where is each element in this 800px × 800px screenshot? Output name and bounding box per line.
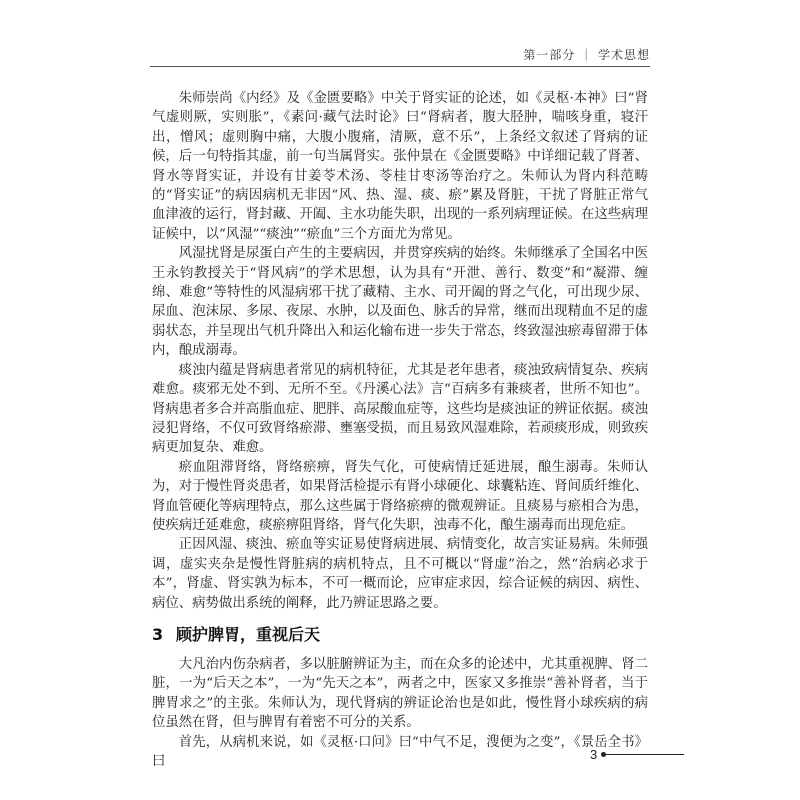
- paragraph: 风湿扰肾是尿蛋白产生的主要病因，并贯穿疾病的始终。朱师继承了全国名中医王永钧教授关于“肾风病”的学术思想，认为具有“开泄、善行、数变”和“凝滞、缠绵、难愈”等特性的风湿病邪干扰了藏精、主水、司开阖的肾之气化，可出现少尿、尿血、泡沫尿、多尿、夜尿、水肿，以及面色、脉舌的异常，继而出现精血不足的虚弱状态，并呈现出气机升降出入和运化输布进一步失于常态，终致湿浊瘀毒留滞于体内，酿成溺毒。: [152, 246, 648, 359]
- header-rule: [150, 66, 650, 67]
- paragraph: 痰浊内蕴是肾病患者常见的病机特征，尤其是老年患者，痰浊致病情复杂、疾病难愈。痰邪无处不到、无所不至。《丹溪心法》言“百病多有兼痰者，世所不知也”。肾病患者多合并高脂血症、肥胖、高尿酸血症等，这些均是痰浊证的辨证依据。痰浊浸犯肾络，不仅可致肾络瘀滞、壅塞受损，而且易致风湿难除，若顽痰形成，则致疾病更加复杂、难愈。: [152, 362, 648, 456]
- paragraph: 朱师崇尚《内经》及《金匮要略》中关于肾实证的论述，如《灵枢·本神》曰“肾气虚则厥，实则胀”，《素问·藏气法时论》曰“肾病者，腹大胫肿，喘咳身重，寝汗出，憎风；虚则胸中痛，大腹小腹痛，清厥，意不乐”，上条经文叙述了肾病的证候，后一句特指其虚，前一句当属肾实。张仲景在《金匮要略》中详细记载了肾著、肾水等肾实证，并设有甘姜苓术汤、苓桂甘枣汤等治疗之。朱师认为肾内科范畴的“肾实证”的病因病机无非因“风、热、湿、痰、瘀”累及肾脏，干扰了肾脏正常气血津液的运行，肾封藏、开阖、主水功能失职，出现的一系列病理证候。在这些病理证候中，以“风湿”“痰浊”“瘀血”三个方面尤为常见。: [152, 91, 648, 242]
- running-header: 第一部分 ｜ 学术思想: [523, 48, 650, 62]
- page-footer: [590, 744, 684, 764]
- paragraph: 瘀血阻滞肾络，肾络瘀痹，肾失气化，可使病情迁延进展，酿生溺毒。朱师认为，对于慢性肾炎患者，如果肾活检提示有肾小球硬化、球囊粘连、肾间质纤维化、肾血管硬化等病理特点，那么这些属于肾络瘀痹的微观辨证。且痰易与瘀相合为患，使疾病迁延难愈，痰瘀痹阻肾络，肾气化失职，浊毒不化，酿生溺毒而出现危症。: [152, 459, 648, 533]
- section-number: 3: [152, 624, 164, 644]
- paragraph: 首先，从病机来说，如《灵枢·口问》曰“中气不足，溲便为之变”，《景岳全书》曰: [152, 734, 648, 769]
- section-heading: [152, 623, 648, 647]
- section-title: 顾护脾胃，重视后天: [176, 624, 321, 644]
- page-body: [152, 89, 648, 771]
- footer-rule: [606, 754, 684, 755]
- paragraph: 大凡治内伤杂病者，多以脏腑辨证为主，而在众多的论述中，尤其重视脾、肾二脏，一为“后天之本”，一为“先天之本”，两者之中，医家又多推崇“善补肾者，当于脾胃求之”的主张。朱师认为，现代肾病的辨证论治也是如此，慢性肾小球疾病的病位虽然在肾，但与脾胃有着密不可分的关系。: [152, 656, 648, 731]
- page-number: 3: [590, 746, 598, 762]
- paragraph: 正因风湿、痰浊、瘀血等实证易使肾病进展、病情变化，故言实证易病。朱师强调，虚实夹杂是慢性肾脏病的病机特点，且不可概以“肾虚”治之，然“治病必求于本”，肾虚、肾实孰为标本，不可一概而论，应审症求因，综合证候的病因、病性、病位、病势做出系统的阐释，此乃辨证思路之要。: [152, 537, 648, 611]
